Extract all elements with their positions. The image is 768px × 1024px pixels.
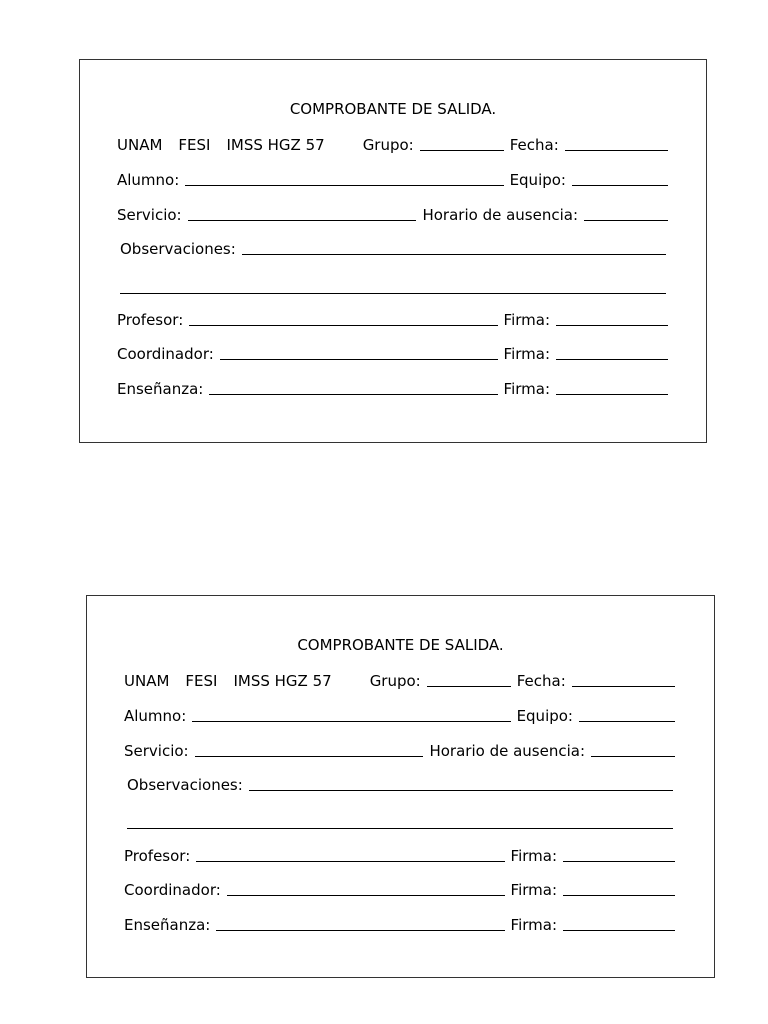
alumno-row bbox=[117, 169, 668, 189]
fecha-field[interactable] bbox=[565, 149, 668, 151]
org-fesi: FESI bbox=[185, 672, 218, 690]
ensenanza-field[interactable] bbox=[216, 929, 504, 931]
grupo-label: Grupo: bbox=[369, 672, 421, 690]
form-title: COMPROBANTE DE SALIDA. bbox=[289, 100, 497, 118]
coordinador-firma-field[interactable] bbox=[556, 358, 668, 360]
ensenanza-field[interactable] bbox=[209, 393, 497, 395]
profesor-firma-field[interactable] bbox=[556, 324, 668, 326]
profesor-firma-field[interactable] bbox=[563, 860, 675, 862]
ensenanza-row bbox=[124, 914, 675, 934]
firma-label: Firma: bbox=[510, 881, 557, 899]
coordinador-field[interactable] bbox=[227, 894, 505, 896]
ensenanza-firma-field[interactable] bbox=[563, 929, 675, 931]
firma-label: Firma: bbox=[503, 311, 550, 329]
header-row bbox=[117, 134, 668, 154]
grupo-field[interactable] bbox=[420, 149, 504, 151]
servicio-row bbox=[117, 204, 668, 224]
profesor-label: Profesor: bbox=[124, 847, 191, 865]
servicio-label: Servicio: bbox=[117, 206, 182, 224]
observaciones-extra-line[interactable] bbox=[120, 293, 666, 294]
coordinador-label: Coordinador: bbox=[124, 881, 221, 899]
profesor-label: Profesor: bbox=[117, 311, 184, 329]
servicio-row bbox=[124, 740, 675, 760]
equipo-field[interactable] bbox=[579, 720, 675, 722]
ensenanza-row bbox=[117, 378, 668, 398]
form-title: COMPROBANTE DE SALIDA. bbox=[297, 636, 504, 654]
grupo-label: Grupo: bbox=[362, 136, 414, 154]
org-fesi: FESI bbox=[178, 136, 211, 154]
observaciones-label: Observaciones: bbox=[120, 240, 236, 258]
observaciones-row bbox=[120, 238, 666, 258]
firma-label: Firma: bbox=[510, 847, 557, 865]
coordinador-label: Coordinador: bbox=[117, 345, 214, 363]
org-imss: IMSS HGZ 57 bbox=[226, 136, 325, 154]
profesor-row bbox=[124, 845, 675, 865]
observaciones-label: Observaciones: bbox=[127, 776, 243, 794]
equipo-label: Equipo: bbox=[509, 171, 566, 189]
org-imss: IMSS HGZ 57 bbox=[233, 672, 332, 690]
org-unam: UNAM bbox=[117, 136, 163, 154]
ensenanza-label: Enseñanza: bbox=[117, 380, 204, 398]
coordinador-row bbox=[124, 879, 675, 899]
header-row bbox=[124, 670, 675, 690]
alumno-field[interactable] bbox=[192, 720, 510, 722]
firma-label: Firma: bbox=[510, 916, 557, 934]
observaciones-field[interactable] bbox=[249, 789, 673, 791]
firma-label: Firma: bbox=[503, 380, 550, 398]
equipo-label: Equipo: bbox=[516, 707, 573, 725]
grupo-field[interactable] bbox=[427, 685, 511, 687]
alumno-row bbox=[124, 705, 675, 725]
observaciones-extra-line[interactable] bbox=[127, 828, 673, 829]
exit-slip-form bbox=[79, 59, 707, 443]
horario-label: Horario de ausencia: bbox=[429, 742, 585, 760]
profesor-field[interactable] bbox=[189, 324, 497, 326]
exit-slip-form bbox=[86, 595, 715, 978]
ensenanza-firma-field[interactable] bbox=[556, 393, 668, 395]
ensenanza-label: Enseñanza: bbox=[124, 916, 211, 934]
coordinador-field[interactable] bbox=[220, 358, 498, 360]
horario-label: Horario de ausencia: bbox=[422, 206, 578, 224]
fecha-label: Fecha: bbox=[516, 672, 566, 690]
observaciones-field[interactable] bbox=[242, 253, 666, 255]
alumno-label: Alumno: bbox=[124, 707, 187, 725]
alumno-field[interactable] bbox=[185, 184, 503, 186]
observaciones-row bbox=[127, 774, 673, 794]
profesor-row bbox=[117, 309, 668, 329]
coordinador-firma-field[interactable] bbox=[563, 894, 675, 896]
equipo-field[interactable] bbox=[572, 184, 668, 186]
alumno-label: Alumno: bbox=[117, 171, 180, 189]
servicio-field[interactable] bbox=[188, 219, 417, 221]
firma-label: Firma: bbox=[503, 345, 550, 363]
servicio-label: Servicio: bbox=[124, 742, 189, 760]
profesor-field[interactable] bbox=[196, 860, 504, 862]
coordinador-row bbox=[117, 343, 668, 363]
servicio-field[interactable] bbox=[195, 755, 424, 757]
horario-field[interactable] bbox=[584, 219, 668, 221]
fecha-field[interactable] bbox=[572, 685, 675, 687]
horario-field[interactable] bbox=[591, 755, 675, 757]
fecha-label: Fecha: bbox=[509, 136, 559, 154]
org-unam: UNAM bbox=[124, 672, 170, 690]
